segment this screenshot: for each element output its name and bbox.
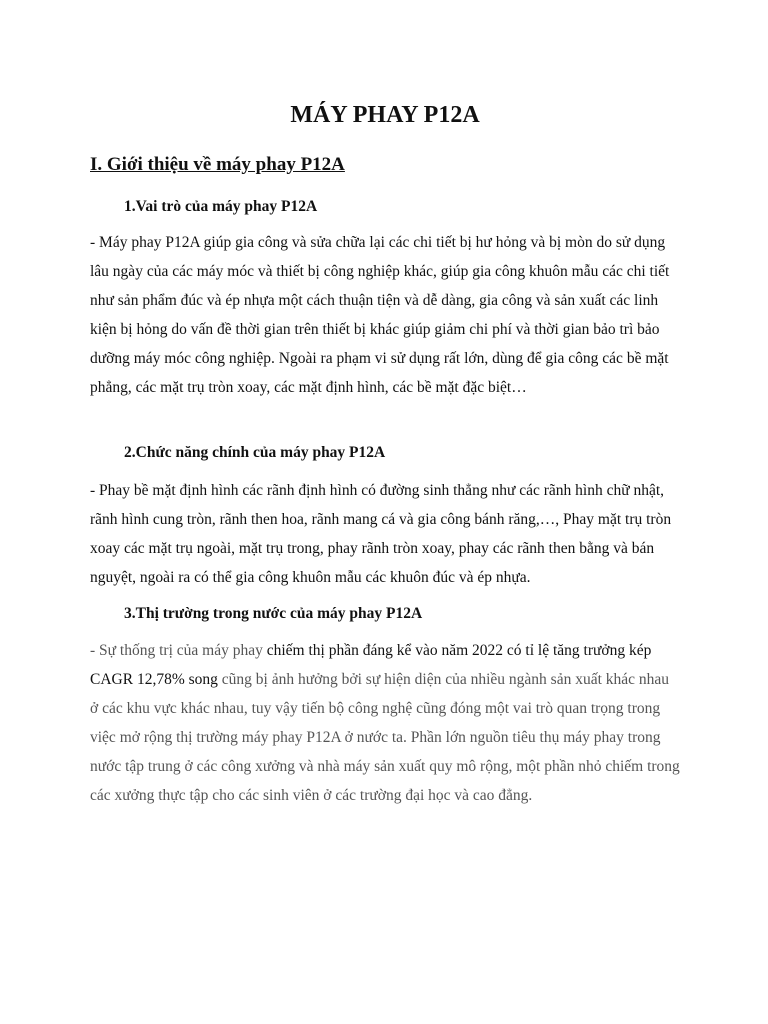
subheading-function: 2.Chức năng chính của máy phay P12A (124, 444, 386, 461)
subheading-market: 3.Thị trường trong nước của máy phay P12A (124, 605, 423, 622)
paragraph-market (90, 636, 680, 810)
market-text-part2: chiếm thị phần đáng kể vào năm 2022 có tỉ lệ tăng trưởng kép CAGR 12,78% song (90, 642, 652, 688)
subheading-role: 1.Vai trò của máy phay P12A (124, 198, 318, 215)
page-title: MÁY PHAY P12A (290, 102, 480, 128)
paragraph-role: - Máy phay P12A giúp gia công và sửa chữa lại các chi tiết bị hư hỏng và bị mòn do sử dụng lâu ngày của các máy móc và thiết bị công nghiệp khác, giúp gia công khuôn mẫu các chi tiết như sản phẩm đúc và ép nhựa một cách thuận tiện và dễ dàng, gia công và sản xuất các linh kiện bị hỏng do vấn đề thời gian trên thiết bị khác giúp giảm chi phí và thời gian bảo trì bảo dưỡng máy móc công nghiệp. Ngoài ra phạm vi sử dụng rất lớn, dùng để gia công các bề mặt phẳng, các mặt trụ tròn xoay, các mặt định hình, các bề mặt đặc biệt… (90, 234, 670, 396)
market-text-part1: - Sự thống trị của máy phay (90, 642, 267, 659)
section-heading-intro: I. Giới thiệu về máy phay P12A (90, 154, 345, 175)
paragraph-function: - Phay bề mặt định hình các rãnh định hình có đường sinh thẳng như các rãnh hình chữ nhật, rãnh hình cung tròn, rãnh then hoa, rãnh mang cá và gia công bánh răng,…, Phay mặt trụ tròn xoay các mặt trụ ngoài, mặt trụ trong, phay rãnh tròn xoay, phay các rãnh then bằng và bán nguyệt, ngoài ra có thể gia công khuôn mẫu các khuôn đúc và ép nhựa. (90, 482, 672, 586)
market-text-part3: cũng bị ảnh hưởng bởi sự hiện diện của nhiều ngành sản xuất khác nhau ở các khu vực khác nhau, tuy vậy tiến bộ công nghệ cũng đóng một vai trò quan trọng trong việc mở rộng thị trường máy phay P12A ở nước ta. Phần lớn nguồn tiêu thụ máy phay trong nước tập trung ở các công xưởng và nhà máy sản xuất quy mô rộng, một phần nhỏ chiếm trong các xưởng thực tập cho các sinh viên ở các trường đại học và cao đẳng. (90, 671, 680, 804)
